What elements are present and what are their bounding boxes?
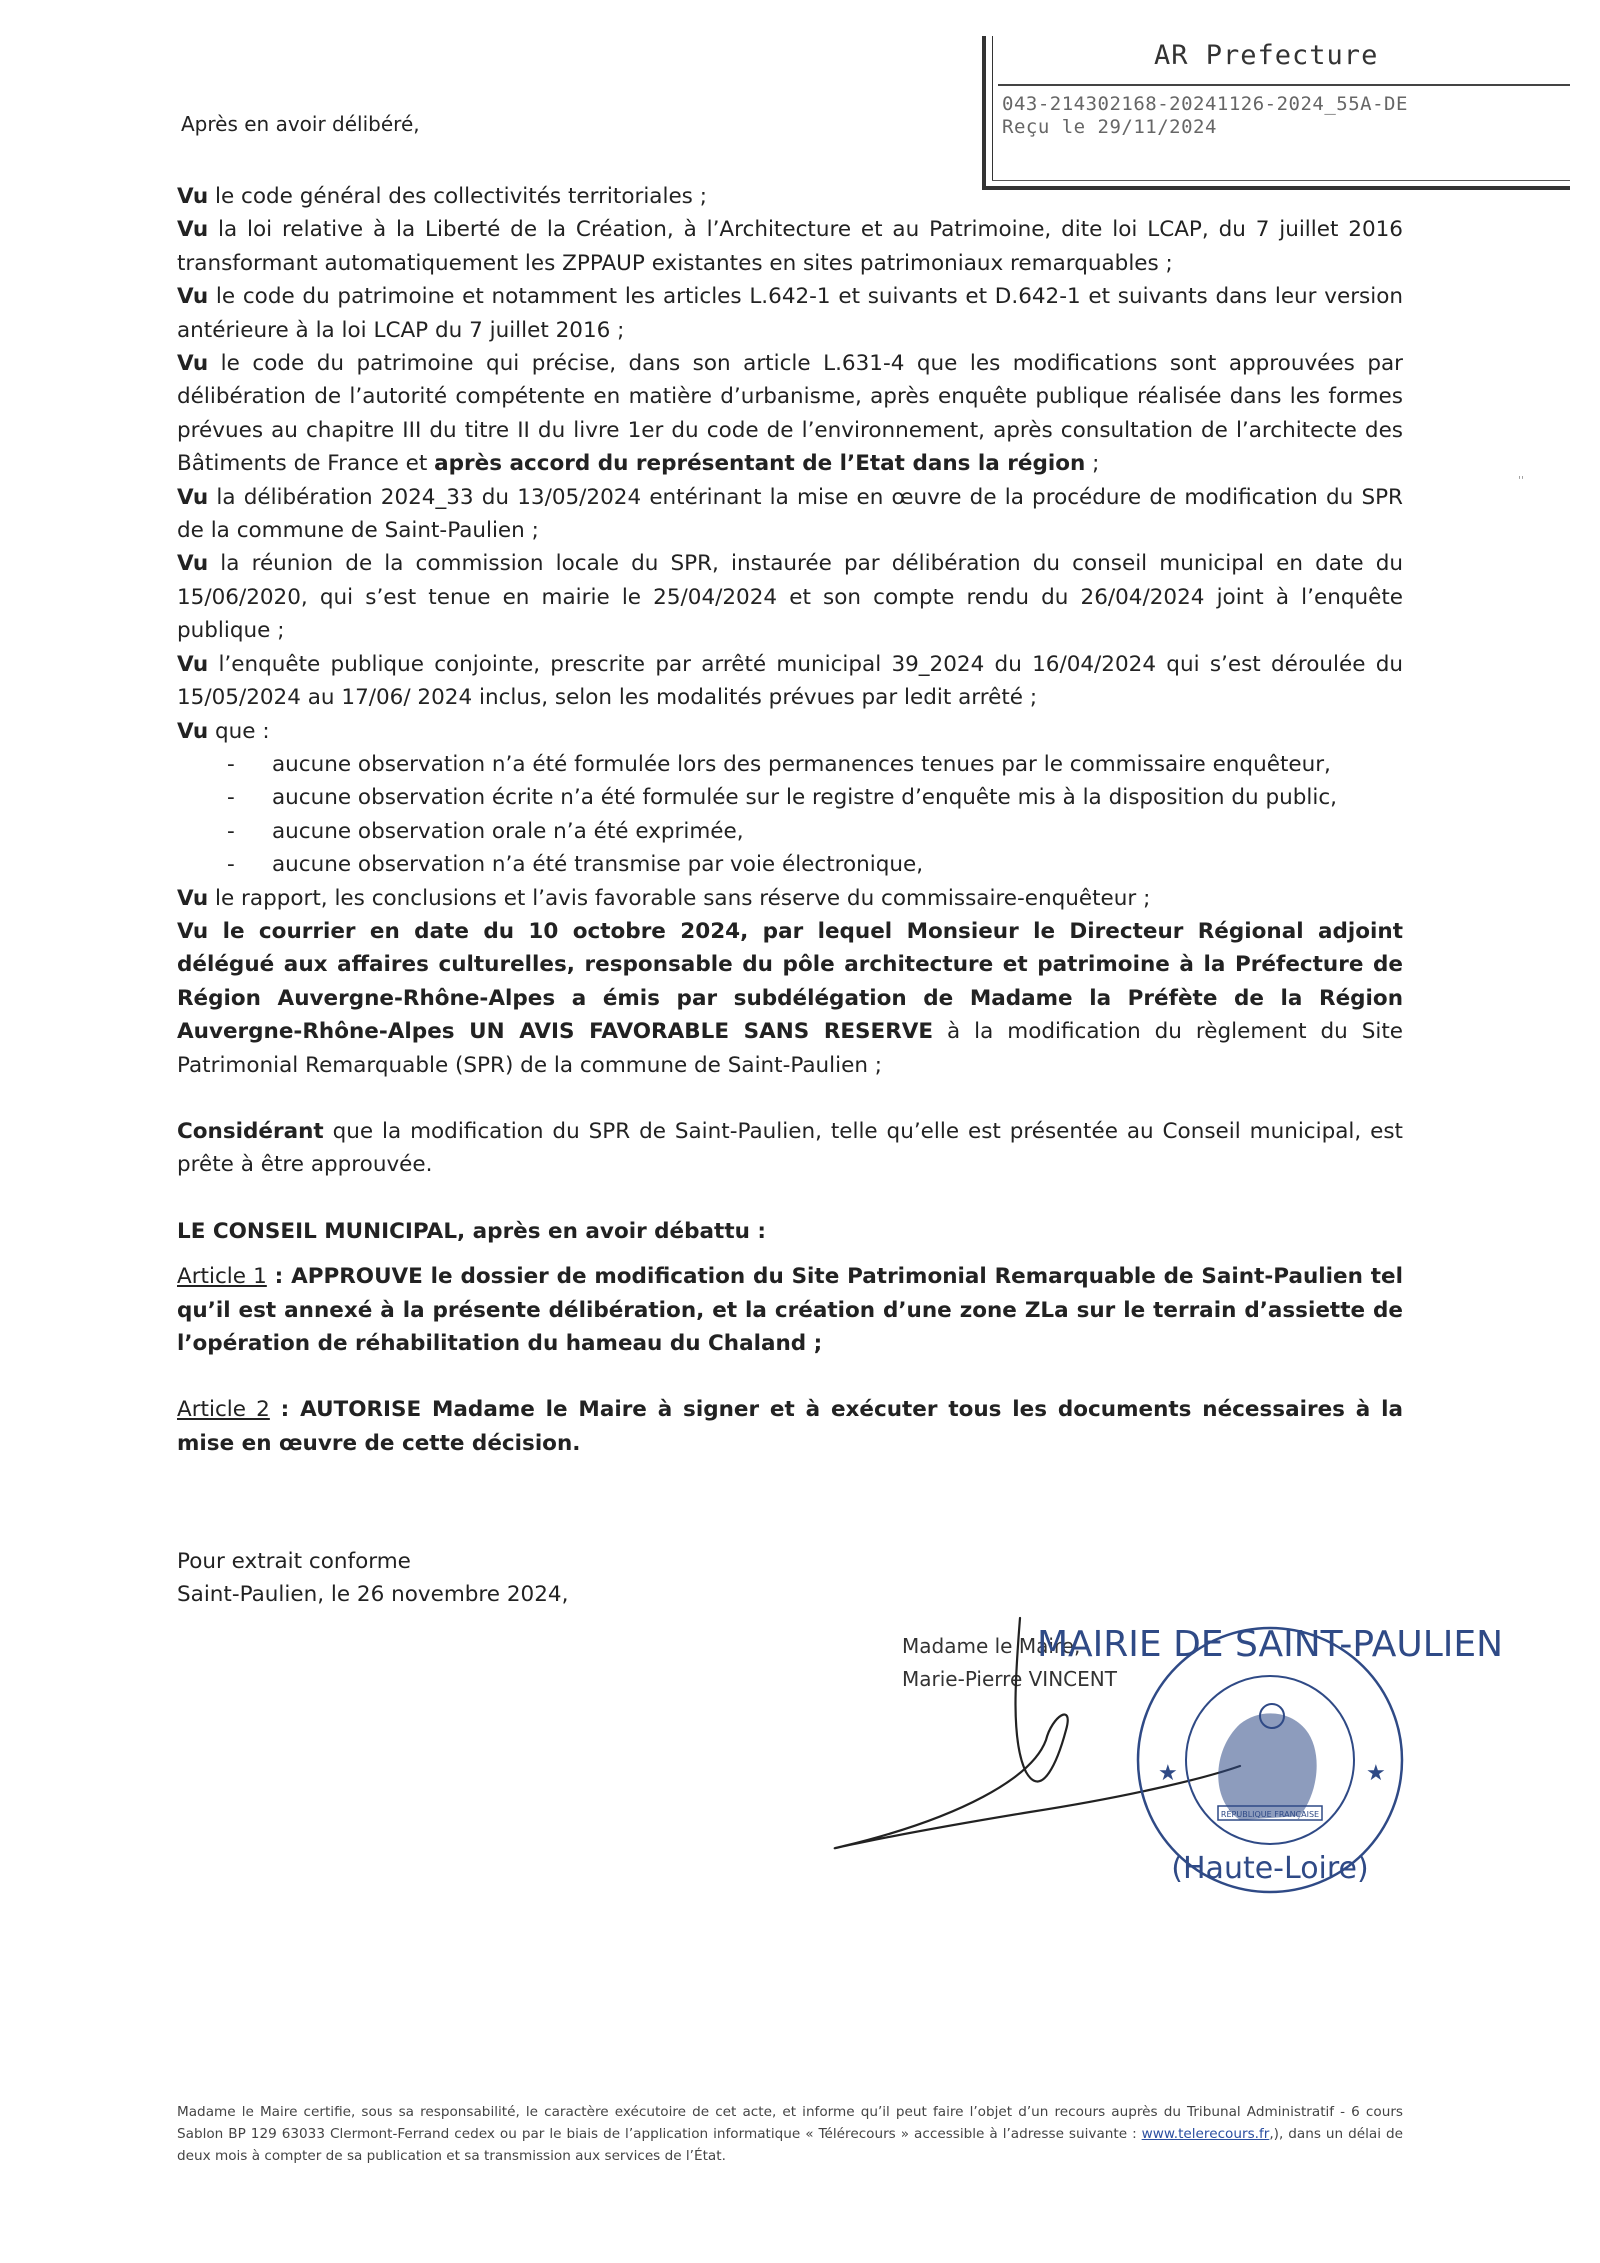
list-item: - aucune observation orale n’a été exprimée, [177, 815, 1403, 848]
deliberation-heading: Après en avoir délibéré, [181, 112, 420, 136]
ar-stamp-separator [998, 84, 1570, 86]
signature-area [820, 1590, 1504, 1910]
document-body [177, 180, 1403, 1460]
list-item: - aucune observation n’a été formulée lors des permanences tenues par le commissaire enquêteur, [177, 748, 1403, 781]
svg-text:MAIRIE DE SAINT-PAULIEN: MAIRIE DE SAINT-PAULIEN [1036, 1624, 1504, 1665]
vu-clause: Vu que : [177, 718, 270, 744]
vu-clause: Vu le code du patrimoine qui précise, dans son article L.631-4 que les modifications sont approuvées par délibération de l’autorité compétente en matière d’urbanisme, après enquête publique réalisée dans les formes prévues au chapitre III du titre II du livre 1er du code de l’environnement, après consultation de l’architecte des Bâtiments de France et après accord du représentant de l’Etat dans la région ; [177, 351, 1403, 477]
margin-mark: '' [1518, 474, 1525, 487]
ar-stamp-received: Reçu le 29/11/2024 [1002, 116, 1217, 138]
svg-text:RÉPUBLIQUE FRANÇAISE: RÉPUBLIQUE FRANÇAISE [1220, 1810, 1320, 1819]
signatory-role: Madame le Maire, [902, 1634, 1081, 1658]
vu-clause: Vu l’enquête publique conjointe, prescrite par arrêté municipal 39_2024 du 16/04/2024 qui s’est déroulée du 15/05/2024 au 17/06/ 2024 inclus, selon les modalités prévues par ledit arrêté ; [177, 651, 1403, 711]
signatory-name: Marie-Pierre VINCENT [902, 1667, 1117, 1691]
ar-stamp-title: AR Prefecture [1154, 40, 1379, 71]
article-1: Article 1 : APPROUVE le dossier de modification du Site Patrimonial Remarquable de Saint-Paulien tel qu’il est annexé à la présente délibération, et la création d’une zone ZLa sur le terrain d’assiette de l’opération de réhabilitation du hameau du Chaland ; [177, 1264, 1403, 1356]
closing-date: Saint-Paulien, le 26 novembre 2024, [177, 1582, 569, 1608]
mairie-seal-icon [1037, 1624, 1503, 1892]
svg-text:★: ★ [1366, 1761, 1386, 1786]
legal-footer: Madame le Maire certifie, sous sa responsabilité, le caractère exécutoire de cet acte, et informe qu’il peut faire l’objet d’un recours auprès du Tribunal Administratif - 6 cours Sablon BP 129 63033 Clermont-Ferrand cedex ou par le biais de l’application informatique « Télérecours » accessible à l’adresse suivante : www.telerecours.fr,), dans un délai de deux mois à compter de sa publication et sa transmission aux services de l’État. [177, 2104, 1403, 2164]
ar-stamp-reference: 043-214302168-20241126-2024_55A-DE [1002, 93, 1408, 115]
vu-clause-courrier: Vu le courrier en date du 10 octobre 2024, par lequel Monsieur le Directeur Régional adjoint délégué aux affaires culturelles, responsable du pôle architecture et patrimoine à la Préfecture de Région Auvergne-Rhône-Alpes a émis par subdélégation de Madame la Préfète de la Région Auvergne-Rhône-Alpes UN AVIS FAVORABLE SANS RESERVE à la modification du règlement du Site Patrimonial Remarquable (SPR) de la commune de Saint-Paulien ; [177, 918, 1403, 1078]
telerecours-link[interactable]: www.telerecours.fr [1141, 2126, 1270, 2142]
vu-clause: Vu la délibération 2024_33 du 13/05/2024 entérinant la mise en œuvre de la procédure de modification du SPR de la commune de Saint-Paulien ; [177, 484, 1403, 544]
signature-and-seal [820, 1590, 1504, 1910]
conseil-heading: LE CONSEIL MUNICIPAL, après en avoir débattu : [177, 1218, 766, 1244]
considerant-clause: Considérant que la modification du SPR de Saint-Paulien, telle qu’elle est présentée au Conseil municipal, est prête à être approuvée. [177, 1118, 1403, 1178]
vu-clause-rapport: Vu le rapport, les conclusions et l’avis favorable sans réserve du commissaire-enquêteur ; [177, 885, 1151, 911]
vu-clause: Vu la réunion de la commission locale du SPR, instaurée par délibération du conseil municipal en date du 15/06/2020, qui s’est tenue en mairie le 25/04/2024 et son compte rendu du 26/04/2024 joint à l’enquête publique ; [177, 551, 1403, 644]
svg-text:★: ★ [1158, 1761, 1178, 1786]
article-2: Article 2 : AUTORISE Madame le Maire à signer et à exécuter tous les documents nécessaires à la mise en œuvre de cette décision. [177, 1397, 1403, 1456]
vu-clause: Vu la loi relative à la Liberté de la Création, à l’Architecture et au Patrimoine, dite loi LCAP, du 7 juillet 2016 transformant automatiquement les ZPPAUP existantes en sites patrimoniaux remarquables ; [177, 217, 1403, 276]
vu-clause: Vu le code général des collectivités territoriales ; [177, 184, 707, 209]
closing-block [177, 1545, 568, 1612]
ar-prefecture-stamp [982, 36, 1570, 190]
observation-list [177, 748, 1403, 882]
list-item: - aucune observation écrite n’a été formulée sur le registre d’enquête mis à la disposition du public, [177, 781, 1403, 814]
list-item: - aucune observation n’a été transmise par voie électronique, [177, 848, 1403, 881]
closing-line: Pour extrait conforme [177, 1549, 411, 1574]
vu-clause: Vu le code du patrimoine et notamment les articles L.642-1 et suivants et D.642-1 et suivants dans leur version antérieure à la loi LCAP du 7 juillet 2016 ; [177, 284, 1403, 343]
svg-text:(Haute-Loire): (Haute-Loire) [1171, 1851, 1369, 1886]
